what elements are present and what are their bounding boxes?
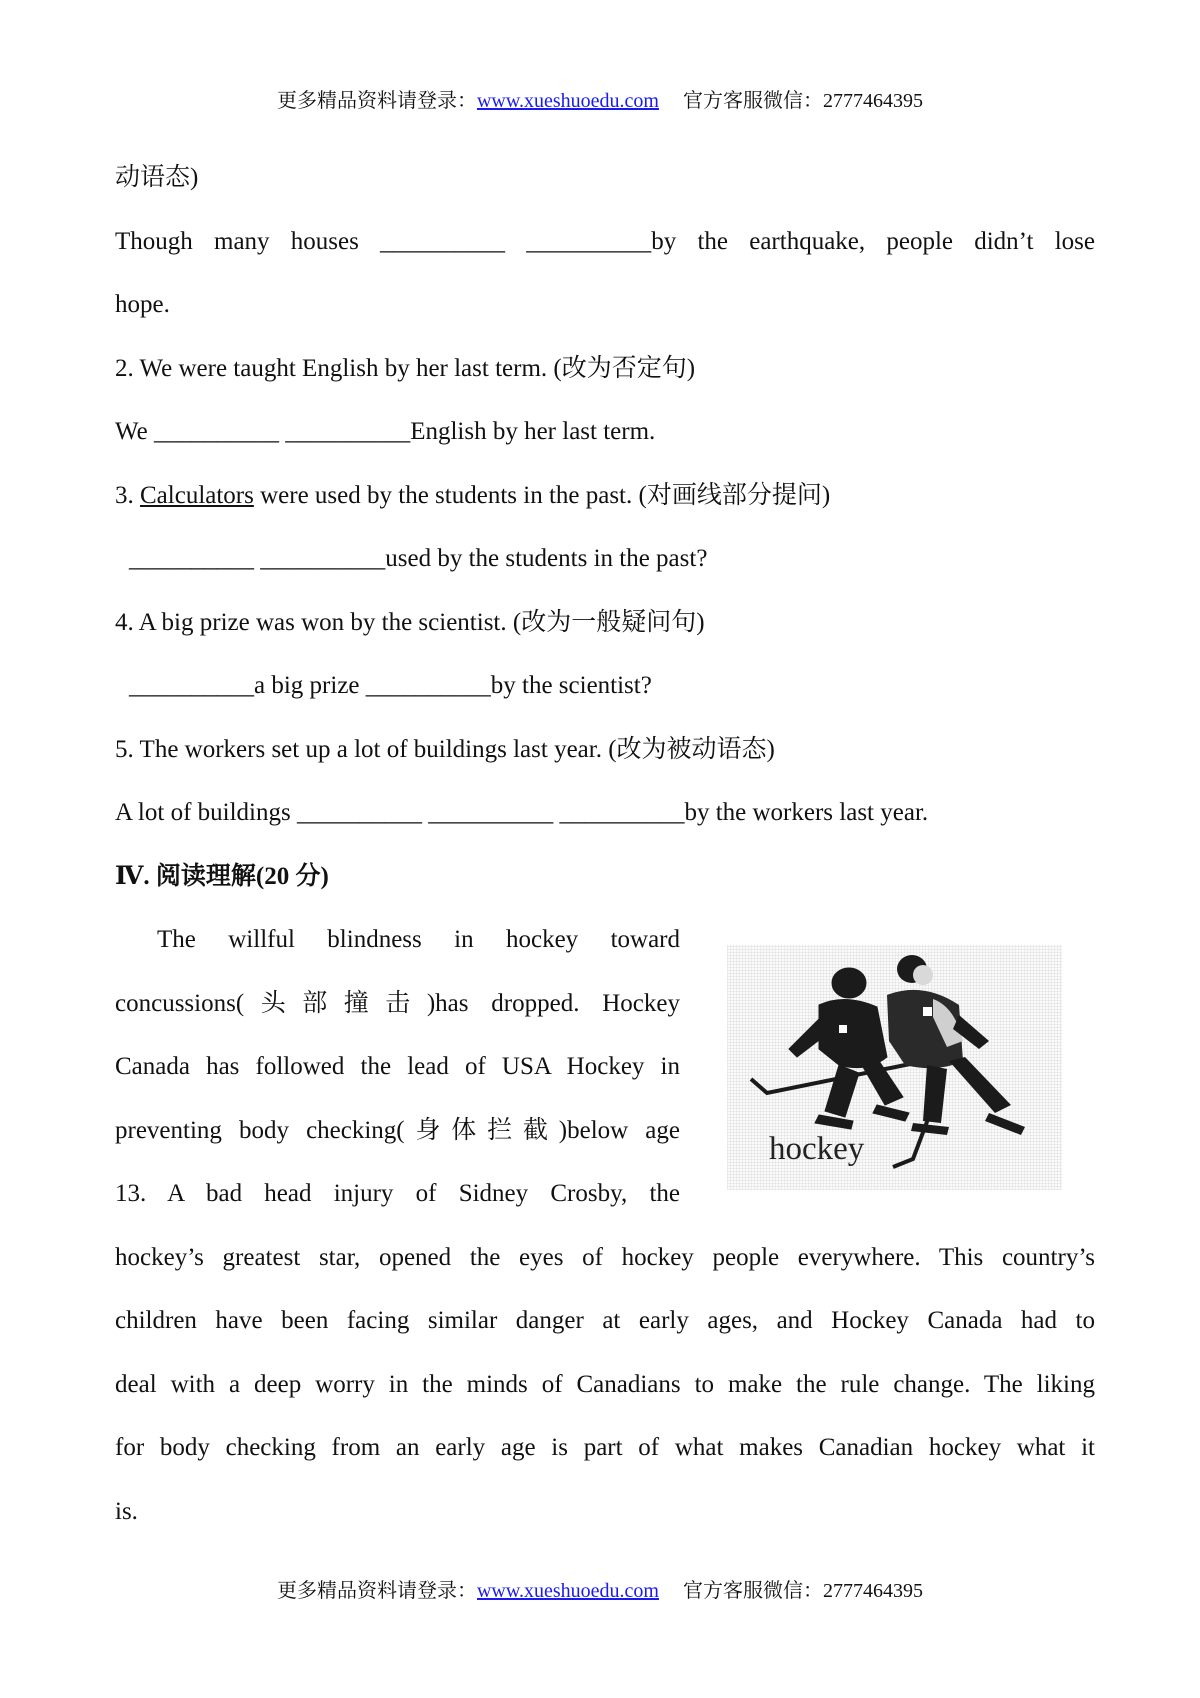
header-service-contact: 官方客服微信：2777464395 bbox=[683, 90, 923, 112]
q5-prompt: 5. The workers set up a lot of buildings last year. (改为被动语态) bbox=[115, 735, 775, 763]
reading-line: children have been facing similar danger at early ages, and Hockey Canada had to bbox=[115, 1307, 1095, 1334]
hockey-caption: hockey bbox=[769, 1131, 865, 1167]
reading-line: hockey’s greatest star, opened the eyes of hockey people everywhere. This country’s bbox=[115, 1243, 1095, 1271]
reading-line: The willful blindness in hockey toward bbox=[157, 926, 680, 953]
q3-prompt bbox=[115, 464, 1095, 528]
worksheet-content bbox=[115, 146, 1095, 1543]
reading-line: for body checking from an early age is part of what makes Canadian hockey what it bbox=[115, 1434, 1095, 1461]
footer-prefix: 更多精品资料请登录： bbox=[276, 1580, 477, 1602]
q1-answer-continuation: hope. bbox=[115, 291, 170, 318]
reading-line: deal with a deep worry in the minds of Canadians to make the rule change. The liking bbox=[115, 1370, 1095, 1398]
q2-answer: We __________ __________English by her last term. bbox=[115, 418, 656, 445]
page-footer bbox=[0, 1574, 1200, 1603]
q4-prompt: 4. A big prize was won by the scientist. (改为一般疑问句) bbox=[115, 608, 705, 636]
header-website-link[interactable]: www.xueshuoedu.com bbox=[476, 90, 659, 112]
q1-tail: 动语态) bbox=[115, 164, 199, 191]
q3-number: 3. bbox=[115, 481, 140, 509]
reading-line: is. bbox=[115, 1497, 138, 1525]
q5-answer: A lot of buildings __________ __________ __________by the workers last year. bbox=[115, 799, 929, 826]
q1-answer-line: Though many houses __________ __________by the earthquake, people didn’t lose bbox=[115, 227, 1095, 255]
left-player bbox=[789, 968, 909, 1129]
q3-answer: __________ __________used by the students in the past? bbox=[129, 545, 708, 572]
hockey-illustration bbox=[727, 945, 1062, 1190]
header-prefix: 更多精品资料请登录： bbox=[276, 90, 477, 112]
reading-line: 13. A bad head injury of Sidney Crosby, the bbox=[115, 1180, 680, 1207]
q4-answer: __________a big prize __________by the scientist? bbox=[129, 672, 652, 699]
footer-service-contact: 官方客服微信：2777464395 bbox=[683, 1580, 923, 1602]
reading-line: preventing body checking(身体拦截)below age bbox=[115, 1116, 680, 1144]
reading-passage-wrapped bbox=[115, 908, 680, 1226]
right-player bbox=[887, 955, 1025, 1135]
q2-prompt: 2. We were taught English by her last term. (改为否定句) bbox=[115, 354, 696, 382]
q3-underlined-word: Calculators bbox=[140, 481, 254, 509]
q3-rest: were used by the students in the past. (对画线部分提问) bbox=[253, 481, 831, 509]
reading-line: concussions(头部撞击)has dropped. Hockey bbox=[115, 989, 680, 1017]
section-heading: Ⅳ. 阅读理解(20 分) bbox=[115, 862, 329, 890]
reading-line: Canada has followed the lead of USA Hockey in bbox=[115, 1053, 680, 1080]
page-header bbox=[0, 84, 1200, 113]
footer-website-link[interactable]: www.xueshuoedu.com bbox=[476, 1580, 659, 1602]
